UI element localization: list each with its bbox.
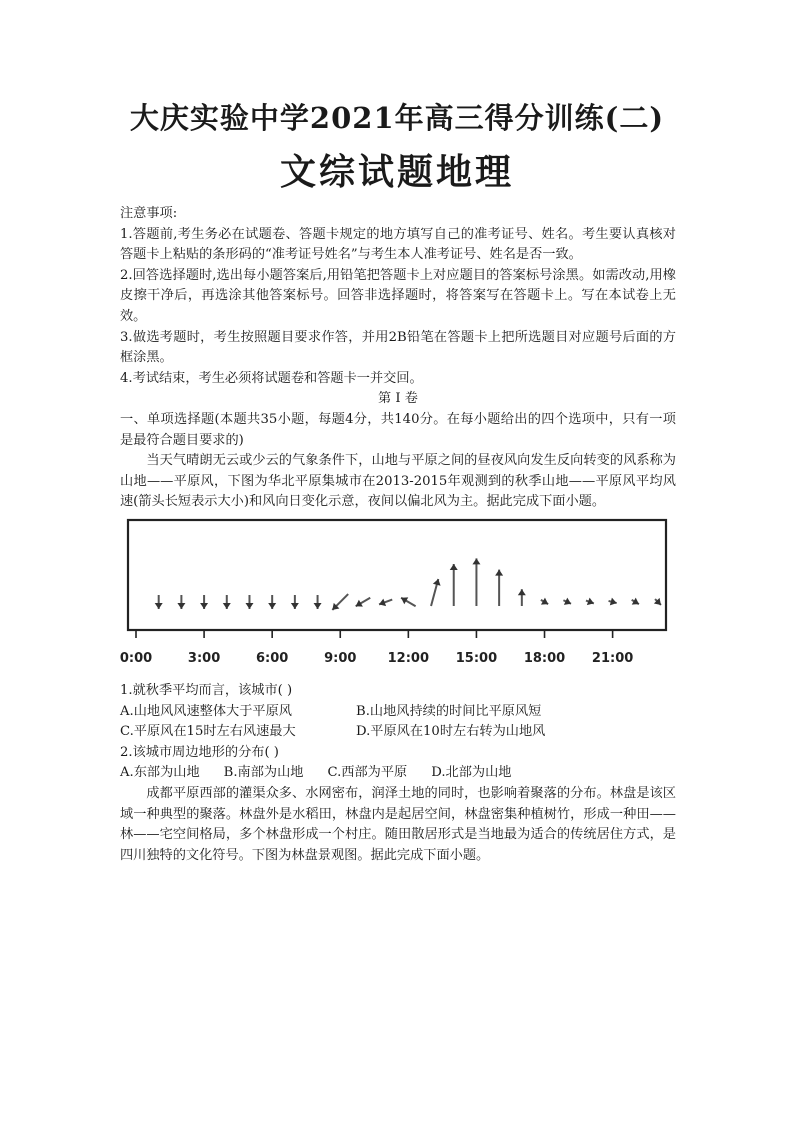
wind-arrow: [654, 598, 661, 605]
wind-arrow: [563, 598, 571, 605]
passage-linpan: 成都平原西部的灌渠众多、水网密布，润泽土地的同时，也影响着聚落的分布。林盘是该区域一种典型的聚落。林盘外是水稻田，林盘内是起居空间，林盘密集种植树竹，形成一种田——林——宅空间格局，多个林盘形成一个村庄。随田散居形式是当地最为适合的传统居住方式，是四川独特的文化符号。下图为林盘景观图。据此完成下面小题。: [120, 785, 676, 863]
passage-wind: 当天气晴朗无云或少云的气象条件下，山地与平原之间的昼夜风向发生反向转变的风系称为山地——平原风，下图为华北平原集城市在2013-2015年观测到的秋季山地——平原风平均风速(箭头长短表示大小)和风向日变化示意，夜间以偏北风为主。据此完成下面小题。: [120, 453, 676, 510]
wind-arrow: [609, 598, 617, 606]
exam-subtitle: 文综试题地理: [279, 151, 514, 193]
x-tick-label: 15:00: [455, 651, 498, 666]
x-tick-label: 0:00: [119, 651, 153, 666]
wind-arrow: [472, 558, 480, 606]
wind-arrow: [223, 595, 231, 609]
wind-arrow: [356, 598, 371, 607]
wind-arrow: [200, 595, 208, 609]
option-1a[interactable]: A.山地风风速整体大于平原风: [120, 703, 292, 719]
note-item: 1.答题前,考生务必在试题卷、答题卡规定的地方填写自己的准考证号、姓名。考生要认真核对答题卡上粘贴的条形码的“准考证号姓名”与考生本人准考证号、姓名是否一致。: [120, 226, 676, 263]
wind-arrow: [379, 599, 392, 607]
question-2-options: [120, 763, 676, 784]
notes-heading: 注意事项:: [120, 206, 178, 221]
question-2-stem: 2.该城市周边地形的分布( ): [120, 744, 279, 760]
option-2b[interactable]: B.南部为山地: [223, 765, 304, 781]
option-2a[interactable]: A.东部为山地: [120, 765, 200, 781]
wind-vector-chart: [119, 518, 670, 672]
wind-arrow: [291, 595, 299, 609]
section-heading: 一、单项选择题(本题共35小题，每题4分，共140分。在每小题给出的四个选项中，只有一项是最符合题目要求的): [120, 411, 676, 448]
instructions-block: [120, 204, 676, 513]
chart-frame: [128, 520, 666, 630]
wind-arrow: [431, 579, 441, 606]
option-2d[interactable]: D.北部为山地: [431, 765, 512, 781]
wind-arrow: [268, 595, 276, 609]
wind-arrow: [586, 598, 594, 606]
x-tick-label: 12:00: [387, 651, 430, 666]
wind-arrow: [332, 594, 348, 610]
wind-arrow: [401, 597, 416, 606]
note-item: 4.考试结束，考生必须将试题卷和答题卡一并交回。: [120, 370, 423, 386]
wind-arrow: [314, 595, 322, 609]
question-1-stem: 1.就秋季平均而言，该城市( ): [120, 683, 293, 698]
volume-label: 第 I 卷: [378, 391, 418, 407]
wind-arrow: [632, 598, 639, 605]
x-tick-label: 21:00: [591, 651, 634, 666]
wind-arrow: [495, 570, 503, 606]
note-item: 3.做选考题时，考生按照题目要求作答，并用2B铅笔在答题卡上把所选题目对应题号后面的方框涂黑。: [120, 329, 676, 366]
wind-arrow: [245, 595, 253, 609]
option-1b[interactable]: B.山地风持续的时间比平原风短: [356, 703, 542, 719]
wind-arrow: [518, 589, 526, 606]
wind-arrow: [450, 564, 458, 606]
x-tick-label: 6:00: [256, 651, 289, 666]
wind-arrow: [155, 595, 163, 609]
x-tick-label: 18:00: [523, 651, 566, 666]
note-item: 2.回答选择题时,选出每小题答案后,用铅笔把答题卡上对应题目的答案标号涂黑。如需改动,用橡皮擦干净后，再选涂其他答案标号。回答非选择题时，将答案写在答题卡上。写在本试卷上无效。: [120, 267, 676, 324]
x-tick-label: 9:00: [324, 651, 357, 666]
questions-block: [120, 681, 676, 866]
question-1-options-row1: [120, 702, 676, 723]
x-tick-label: 3:00: [187, 651, 221, 666]
option-2c[interactable]: C.西部为平原: [327, 765, 408, 781]
question-1-options-row2: [120, 722, 676, 743]
option-1c[interactable]: C.平原风在15时左右风速最大: [120, 724, 296, 740]
wind-arrow: [177, 595, 185, 609]
option-1d[interactable]: D.平原风在10时左右转为山地风: [356, 724, 546, 740]
wind-arrow: [541, 598, 548, 605]
exam-title: 大庆实验中学2021年高三得分训练(二): [129, 101, 665, 135]
